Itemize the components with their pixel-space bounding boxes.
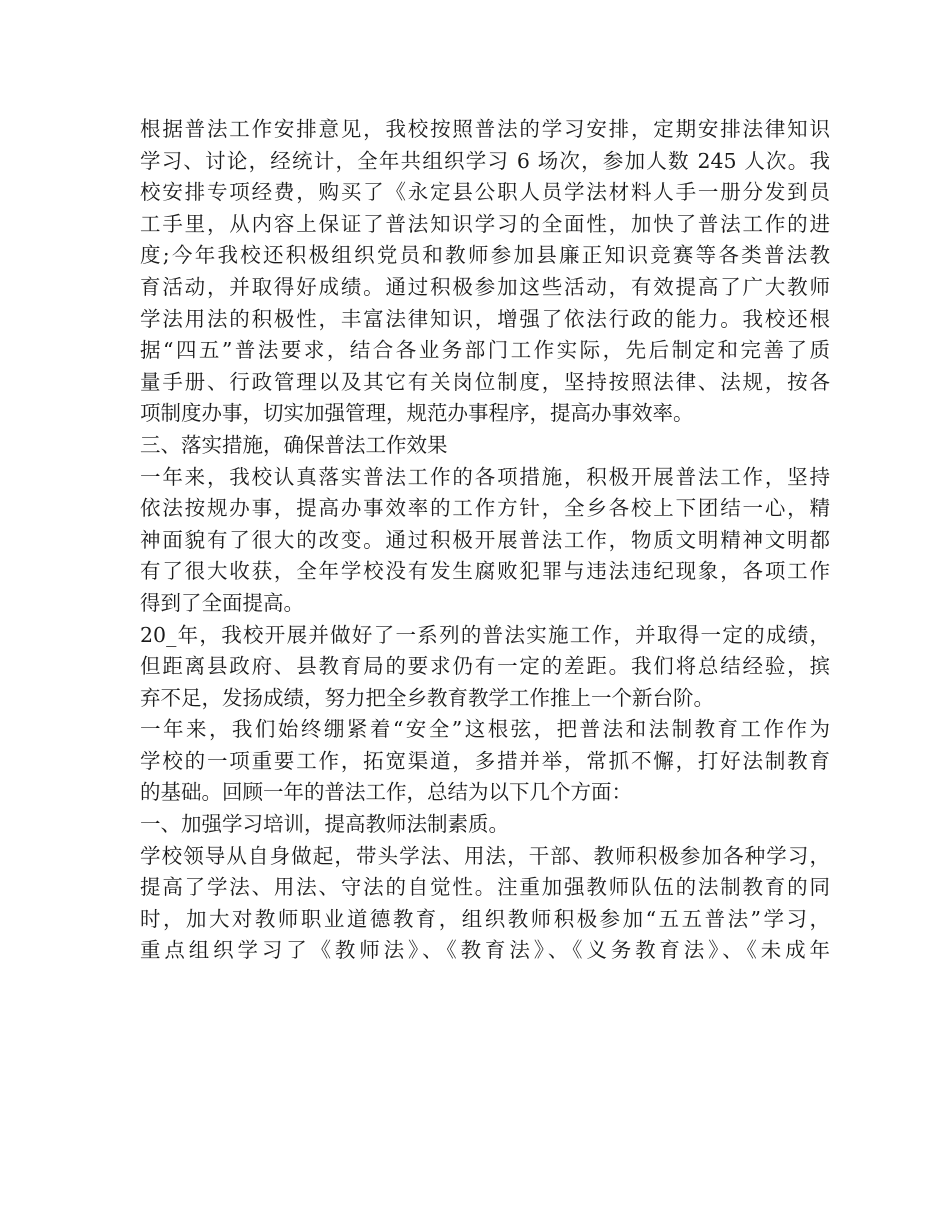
- text-line: 神面貌有了很大的改变。通过积极开展普法工作，物质文明精神文明都: [140, 527, 830, 552]
- text-line: 一年来，我们始终绷紧着“安全”这根弦，把普法和法制教育工作作为: [140, 717, 830, 742]
- text-line: 一年来，我校认真落实普法工作的各项措施，积极开展普法工作，坚持: [140, 464, 830, 489]
- text-line: 弃不足，发扬成绩，努力把全乡教育教学工作推上一个新台阶。: [140, 685, 714, 710]
- text-line: 根据普法工作安排意见，我校按照普法的学习安排，定期安排法律知识: [140, 117, 830, 141]
- text-line: 学校的一项重要工作，拓宽渠道，多措并举，常抓不懈，打好法制教育: [140, 748, 830, 773]
- text-line: 三、落实措施，确保普法工作效果: [140, 432, 448, 457]
- text-line: 工手里，从内容上保证了普法知识学习的全面性，加快了普法工作的进: [140, 211, 830, 236]
- text-line: 提高了学法、用法、守法的自觉性。注重加强教师队伍的法制教育的同: [140, 875, 830, 900]
- text-line: 育活动，并取得好成绩。通过积极参加这些活动，有效提高了广大教师: [140, 274, 830, 299]
- text-line: 的基础。回顾一年的普法工作，总结为以下几个方面：: [140, 780, 632, 805]
- text-line: 重点组织学习了《教师法》、《教育法》、《义务教育法》、《未成年: [140, 938, 830, 963]
- text-line: 时，加大对教师职业道德教育，组织教师积极参加“五五普法”学习，: [140, 906, 830, 931]
- text-line: 校安排专项经费，购买了《永定县公职人员学法材料人手一册分发到员: [140, 180, 830, 205]
- text-line: 有了很大收获，全年学校没有发生腐败犯罪与违法违纪现象，各项工作: [140, 559, 830, 584]
- text-line: 量手册、行政管理以及其它有关岗位制度，坚持按照法律、法规，按各: [140, 369, 830, 394]
- text-line: 但距离县政府、县教育局的要求仍有一定的差距。我们将总结经验，摈: [140, 654, 830, 679]
- text-line: 依法按规办事，提高办事效率的工作方针，全乡各校上下团结一心，精: [140, 496, 830, 521]
- text-line: 学习、讨论，经统计，全年共组织学习 6 场次，参加人数 245 人次。我: [140, 148, 830, 173]
- text-line: 度;今年我校还积极组织党员和教师参加县廉正知识竞赛等各类普法教: [140, 243, 830, 268]
- text-line: 据“四五”普法要求，结合各业务部门工作实际，先后制定和完善了质: [140, 338, 830, 363]
- text-line: 学法用法的积极性，丰富法律知识，增强了依法行政的能力。我校还根: [140, 306, 830, 331]
- document-body: [140, 114, 830, 967]
- text-line: 得到了全面提高。: [140, 590, 304, 615]
- text-line: 项制度办事，切实加强管理，规范办事程序，提高办事效率。: [140, 401, 694, 426]
- text-line: 一、加强学习培训，提高教师法制素质。: [140, 812, 509, 837]
- text-line: 学校领导从自身做起，带头学法、用法，干部、教师积极参加各种学习，: [140, 843, 830, 868]
- text-line: 20_年，我校开展并做好了一系列的普法实施工作，并取得一定的成绩，: [140, 622, 830, 647]
